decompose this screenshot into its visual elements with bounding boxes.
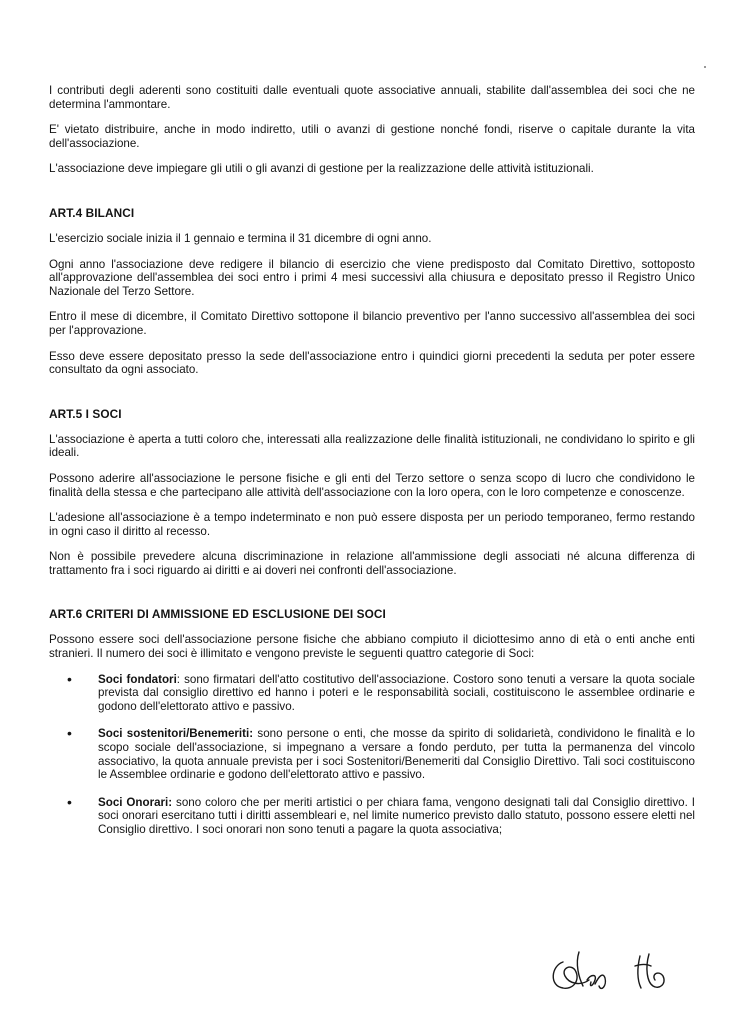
article-4-section — [49, 206, 695, 377]
article-5-section — [49, 407, 695, 578]
paragraph: Esso deve essere depositato presso la sede dell'associazione entro i quindici giorni precedenti la seduta per poter essere consultato da ogni associato. — [49, 349, 695, 377]
handwritten-signature-icon — [545, 940, 695, 1000]
article-6-section — [49, 607, 695, 836]
paragraph: Non è possibile prevedere alcuna discriminazione in relazione all'ammissione degli associati né alcuna differenza di trattamento fra i soci riguardo ai diritti e ai doveri nei confronti dell'associazione. — [49, 550, 695, 577]
article-heading: ART.4 BILANCI — [49, 205, 135, 220]
paragraph: Possono aderire all'associazione le persone fisiche e gli enti del Terzo settore o senza scopo di lucro che condividono le finalità della stessa e che partecipano alle attività dell'associazione con la loro opera, con le loro competenze e conoscenze. — [49, 471, 695, 499]
category-description: sono coloro che per meriti artistici o per chiara fama, vengono designati tali dal Consiglio direttivo. I soci onorari esercitano tutti i diritti assembleari e, nel limite numerico previsto dallo statuto, possono essere eletti nel Consiglio direttivo. I soci onorari non sono tenuti a pagare la quota associativa; — [98, 795, 695, 836]
paragraph: I contributi degli aderenti sono costituiti dalle eventuali quote associative annuali, stabilite dall'assemblea dei soci che ne determina l'ammontare. — [49, 84, 695, 111]
article-heading: ART.5 I SOCI — [49, 406, 122, 421]
scan-speck — [704, 66, 706, 68]
category-term: Soci Onorari: — [98, 795, 173, 809]
category-description: : sono firmatari dell'atto costitutivo dell'associazione. Costoro sono tenuti a versare la quota sociale prevista dal consiglio direttivo ed hanno i poteri e le responsabilità sociali, costituiscono le assemblee ordinarie e godono dell'elettorato attivo e passivo. — [98, 672, 696, 713]
category-term: Soci fondatori — [98, 672, 177, 686]
intro-section — [49, 84, 695, 176]
paragraph: Ogni anno l'associazione deve redigere il bilancio di esercizio che viene predisposto dal Comitato Direttivo, sottoposto all'approvazione dell'assemblea dei soci entro i primi 4 mesi successivi alla chiusura e depositato presso il Registro Unico Nazionale del Terzo Settore. — [49, 257, 695, 298]
category-description: sono persone o enti, che mosse da spirito di solidarietà, condividono le finalità e lo scopo sociale dell'associazione, si impegnano a versare a fondo perduto, per tutta la permanenza del vincolo associativo, la quota annuale prevista per i soci Sostenitori/Benemeriti dal Consiglio Direttivo. Tali soci costituiscono le Assemblee ordinarie e godono dell'elettorato attivo e passivo. — [98, 727, 695, 782]
paragraph: L'associazione è aperta a tutti coloro che, interessati alla realizzazione delle finalità istituzionali, ne condividano lo spirito e gli ideali. — [49, 432, 695, 460]
article-heading: ART.6 CRITERI DI AMMISSIONE ED ESCLUSIONE DEI SOCI — [49, 607, 386, 622]
paragraph: E' vietato distribuire, anche in modo indiretto, utili o avanzi di gestione nonché fondi, riserve o capitale durante la vita dell'associazione. — [49, 123, 695, 150]
paragraph: L'adesione all'associazione è a tempo indeterminato e non può essere disposta per un periodo temporaneo, fermo restando in ogni caso il diritto al recesso. — [49, 511, 695, 538]
paragraph: Possono essere soci dell'associazione persone fisiche che abbiano compiuto il diciottesimo anno di età o enti anche enti stranieri. Il numero dei soci è illimitato e vengono previste le seguenti quattro categorie di Soci: — [49, 633, 695, 661]
paragraph: L'associazione deve impiegare gli utili o gli avanzi di gestione per la realizzazione delle attività istituzionali. — [49, 162, 594, 176]
list-item — [67, 673, 695, 714]
document-page — [49, 84, 695, 851]
paragraph: Entro il mese di dicembre, il Comitato Direttivo sottopone il bilancio preventivo per l'anno successivo all'assemblea dei soci per l'approvazione. — [49, 310, 695, 337]
category-term: Soci sostenitori/Benemeriti: — [98, 727, 254, 741]
member-categories-list — [49, 673, 695, 837]
paragraph: L'esercizio sociale inizia il 1 gennaio e termina il 31 dicembre di ogni anno. — [49, 231, 432, 245]
list-item — [67, 796, 695, 837]
list-item — [67, 727, 695, 781]
